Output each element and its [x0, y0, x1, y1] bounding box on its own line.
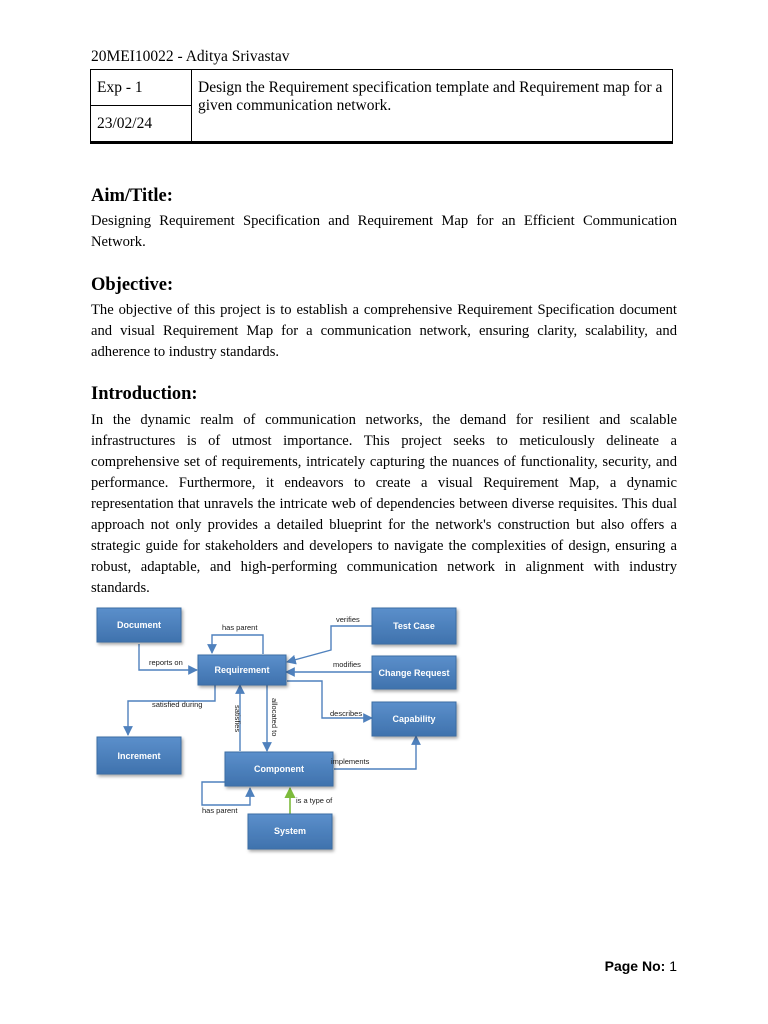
exp-number-cell: Exp - 1 [91, 70, 192, 106]
objective-heading: Objective: [91, 275, 174, 295]
page-number [605, 958, 677, 974]
page-number-value: 1 [669, 958, 677, 974]
node-label-capability: Capability [392, 714, 436, 724]
experiment-table [90, 69, 673, 144]
exp-date-cell: 23/02/24 [91, 106, 192, 143]
edge-label-describes: describes [330, 709, 363, 718]
edge-label-allocated-to: allocated to [270, 698, 279, 737]
requirement-map-diagram [90, 602, 470, 860]
edge-label-is-a-type-of: is a type of [296, 796, 333, 805]
author-line: 20MEI10022 - Aditya Srivastav [91, 48, 290, 65]
edge-label-implements: implements [331, 757, 370, 766]
aim-text: Designing Requirement Specification and Requirement Map for an Efficient Communication Network. [91, 213, 677, 250]
edge-label-satisfies: satisfies [233, 705, 242, 733]
edge-has-parent-top [212, 635, 263, 654]
node-label-requirement: Requirement [214, 665, 270, 675]
exp-title-cell: Design the Requirement specification template and Requirement map for a given communication network. [192, 70, 673, 143]
edge-label-reports-on: reports on [149, 658, 183, 667]
edge-label-modifies: modifies [333, 660, 361, 669]
edge-label-has-parent-bottom: has parent [202, 806, 238, 815]
introduction-heading: Introduction: [91, 384, 198, 404]
node-label-test-case: Test Case [393, 621, 435, 631]
node-label-change-request: Change Request [378, 668, 450, 678]
node-label-document: Document [116, 620, 162, 630]
edge-verifies [287, 626, 372, 662]
introduction-text: In the dynamic realm of communication networks, the demand for resilient and scalable infrastructures is of utmost importance. This project seeks to meticulously delineate a comprehensive set of requirements, intricately capturing the nuances of functionality, security, and performance. Furthermore, it endeavors to create a visual Requirement Map, a dynamic representation that unravels the intricate web of dependencies between diverse requisites. This dual approach not only provides a detailed blueprint for the network's construction but also offers a strategic guide for stakeholders and developers to navigate the complexities of design, ensuring a robust, adaptable, and high-performing communication network in alignment with industry standards. [91, 412, 677, 596]
edge-satisfied-during [128, 683, 215, 735]
node-label-system: System [273, 826, 307, 836]
node-label-component: Component [254, 764, 304, 774]
edge-label-has-parent-top: has parent [222, 623, 258, 632]
edge-label-verifies: verifies [336, 615, 360, 624]
objective-text: The objective of this project is to establish a comprehensive Requirement Specification document and visual Requirement Map for a communication network, ensuring clarity, scalability, and adherence to industry standards. [91, 302, 677, 360]
node-label-increment: Increment [117, 751, 161, 761]
edge-label-satisfied-during: satisfied during [152, 700, 203, 709]
page-number-label: Page No: [604, 958, 666, 974]
aim-heading: Aim/Title: [91, 186, 173, 206]
